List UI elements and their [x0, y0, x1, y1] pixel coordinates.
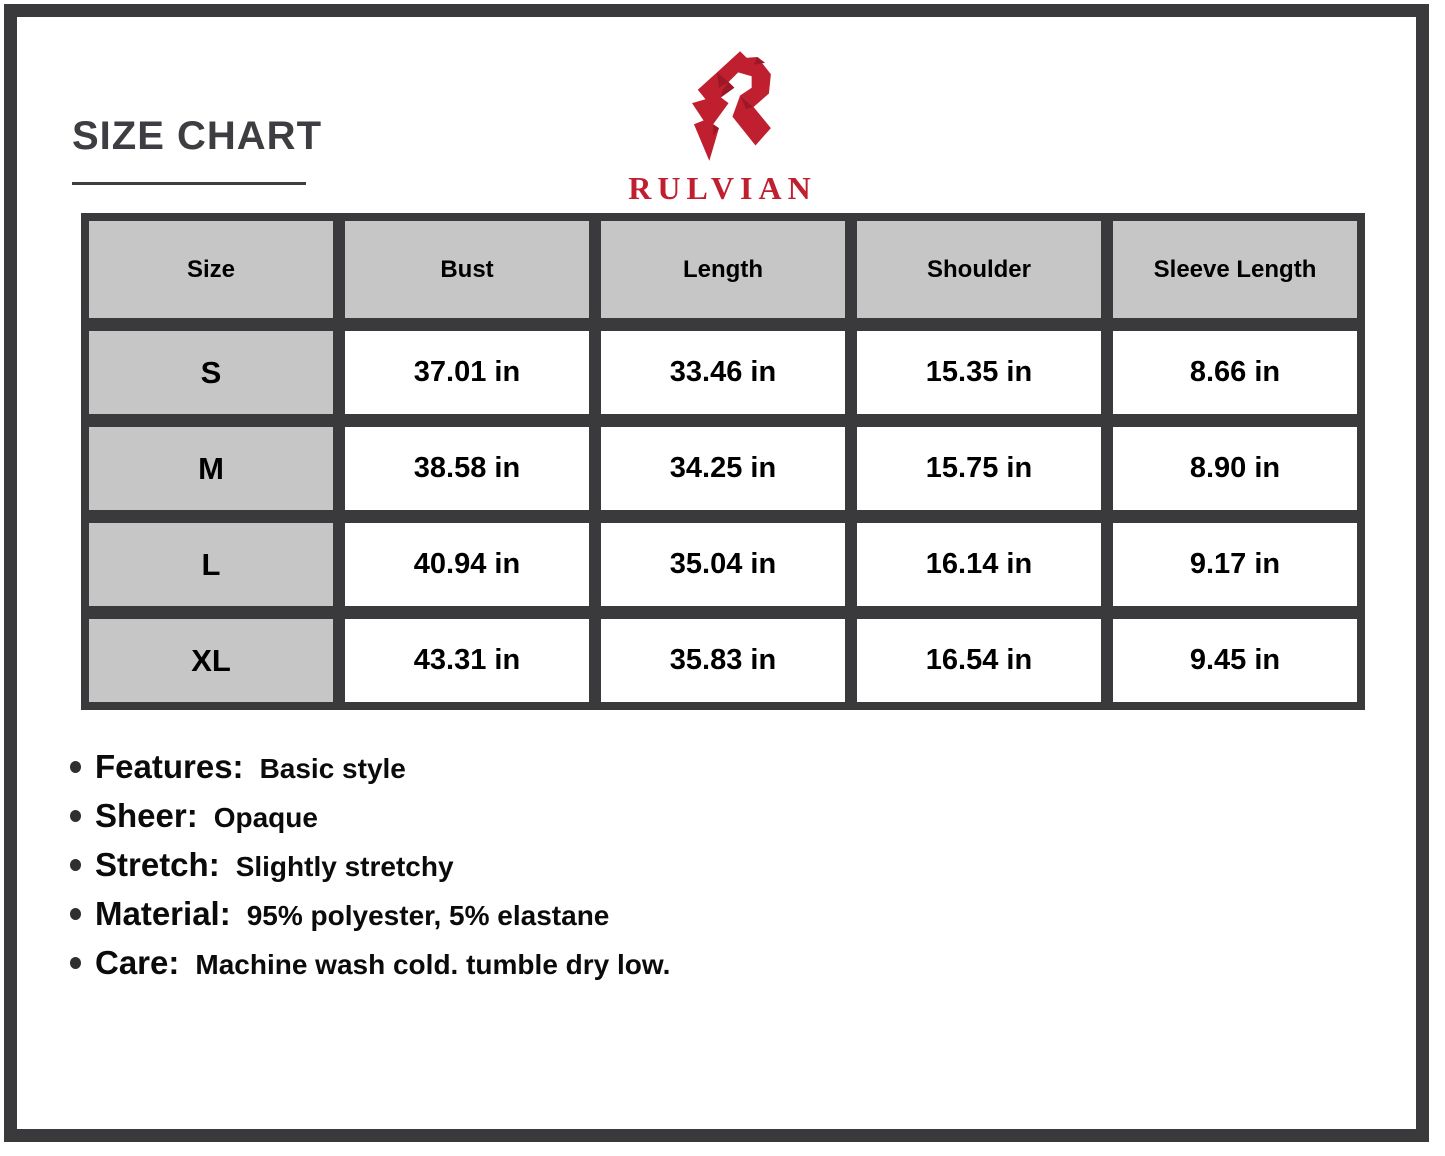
table-cell-xl-length: 35.83 in [601, 619, 845, 702]
bullet-icon [70, 859, 81, 871]
table-cell-xl-sleeve: 9.45 in [1113, 619, 1357, 702]
table-header-sleeve-length: Sleeve Length [1113, 221, 1357, 318]
table-cell-s-bust: 37.01 in [345, 331, 589, 414]
table-row-s-label: S [89, 331, 333, 414]
title-underline [72, 182, 306, 185]
table-header-bust: Bust [345, 221, 589, 318]
bullet-icon [70, 810, 81, 822]
page-title: SIZE CHART [72, 114, 322, 158]
table-cell-l-sleeve: 9.17 in [1113, 523, 1357, 606]
detail-label: Features: [95, 748, 244, 785]
detail-value: 95% polyester, 5% elastane [246, 900, 610, 931]
list-item-care [70, 944, 670, 982]
brand-name: RULVIAN [628, 170, 817, 206]
list-item-sheer [70, 797, 670, 835]
bullet-icon [70, 908, 81, 920]
table-cell-l-bust: 40.94 in [345, 523, 589, 606]
table-row-l-label: L [89, 523, 333, 606]
bullet-icon [70, 761, 81, 773]
detail-value: Machine wash cold. tumble dry low. [195, 949, 671, 980]
table-cell-m-bust: 38.58 in [345, 427, 589, 510]
bullet-icon [70, 957, 81, 969]
list-item-features [70, 748, 670, 786]
table-cell-xl-bust: 43.31 in [345, 619, 589, 702]
detail-label: Stretch: [95, 846, 220, 883]
table-cell-s-sleeve: 8.66 in [1113, 331, 1357, 414]
product-details-list [70, 748, 670, 993]
table-header-size: Size [89, 221, 333, 318]
table-header-length: Length [601, 221, 845, 318]
detail-value: Basic style [259, 753, 406, 784]
detail-label: Sheer: [95, 797, 198, 834]
table-header-shoulder: Shoulder [857, 221, 1101, 318]
table-cell-m-length: 34.25 in [601, 427, 845, 510]
list-item-stretch [70, 846, 670, 884]
detail-value: Slightly stretchy [235, 851, 454, 882]
table-row-xl-label: XL [89, 619, 333, 702]
table-cell-m-sleeve: 8.90 in [1113, 427, 1357, 510]
detail-label: Material: [95, 895, 231, 932]
table-cell-l-shoulder: 16.14 in [857, 523, 1101, 606]
detail-value: Opaque [213, 802, 318, 833]
brand-logo-r-icon [673, 48, 773, 166]
detail-label: Care: [95, 944, 180, 981]
table-cell-l-length: 35.04 in [601, 523, 845, 606]
table-cell-m-shoulder: 15.75 in [857, 427, 1101, 510]
table-cell-xl-shoulder: 16.54 in [857, 619, 1101, 702]
brand-logo [628, 48, 816, 207]
table-cell-s-shoulder: 15.35 in [857, 331, 1101, 414]
list-item-material [70, 895, 670, 933]
size-chart-table [81, 213, 1365, 710]
table-cell-s-length: 33.46 in [601, 331, 845, 414]
table-row-m-label: M [89, 427, 333, 510]
